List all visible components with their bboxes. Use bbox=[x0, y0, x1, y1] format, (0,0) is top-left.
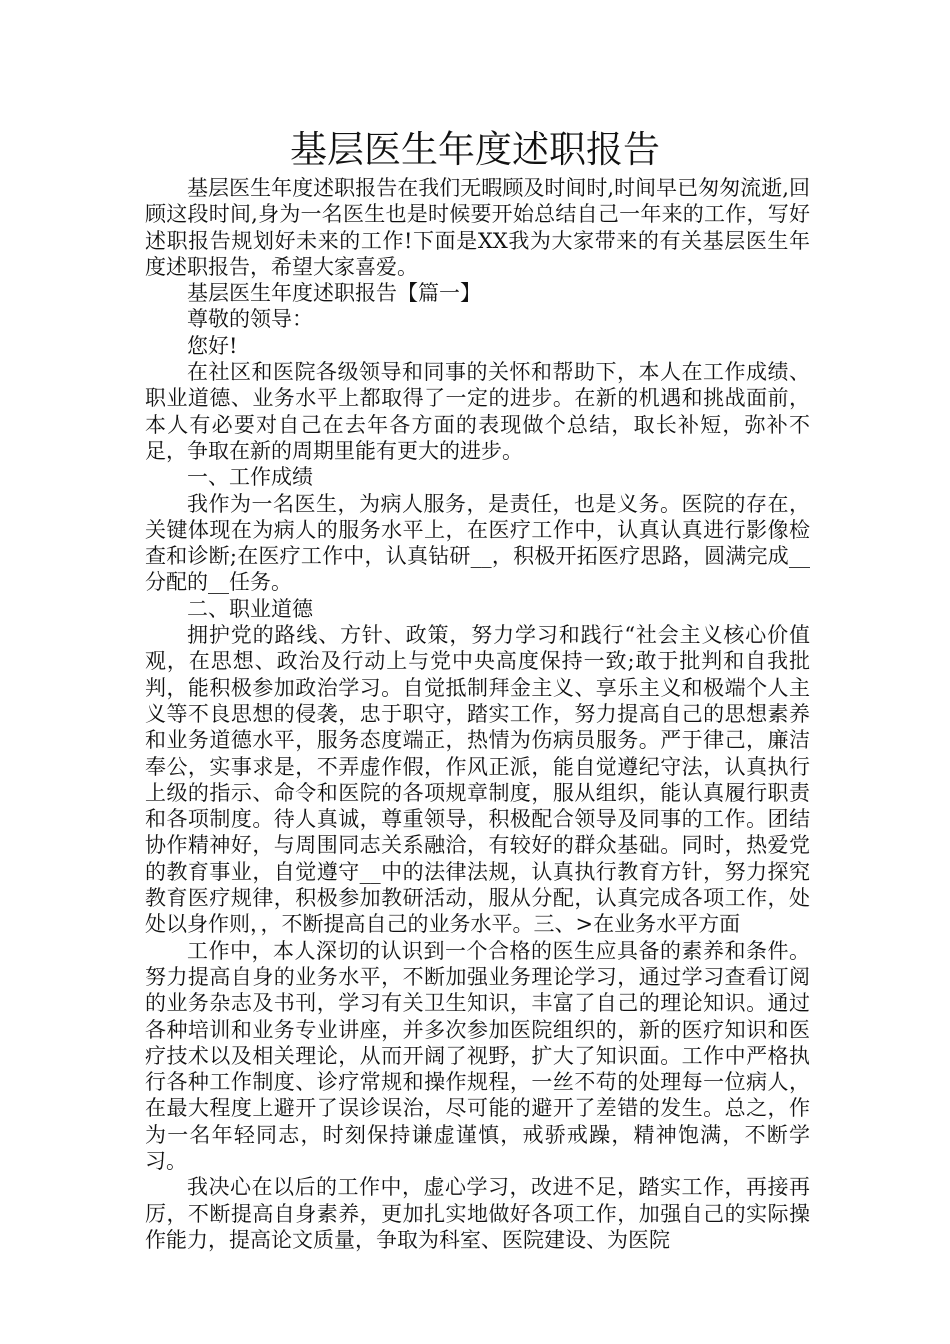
paragraph-professional-ethics: 拥护党的路线、方针、政策，努力学习和践行“社会主义核心价值观，在思想、政治及行动上与党中央高度保持一致;敢于批判和自我批判，能积极参加政治学习。自觉抵制拜金主义、享乐主义和极端个人主义等不良思想的侵袭，忠于职守，踏实工作，努力提高自己的思想素养和业务道德水平，服务态度端正，热情为伤病员服务。严于律己，廉洁奉公，实事求是，不弄虚作假，作风正派，能自觉遵纪守法，认真执行上级的指示、命令和医院的各项规章制度，服从组织，能认真履行职责和各项制度。待人真诚，尊重领导，积极配合领导及同事的工作。团结协作精神好，与周围同志关系融洽，有较好的群众基础。同时，热爱党的教育事业，自觉遵守__中的法律法规，认真执行教育方针，努力探究教育医疗规律，积极参加教研活动，服从分配，认真完成各项工作，处处以身作则，，不断提高自己的业务水平。三、>在业务水平方面 bbox=[145, 623, 810, 937]
greeting: 您好! bbox=[187, 333, 238, 358]
section-heading-work-results: 一、工作成绩 bbox=[187, 465, 313, 490]
paragraph-professional-level: 工作中，本人深切的认识到一个合格的医生应具备的素养和条件。努力提高自身的业务水平，不断加强业务理论学习，通过学习查看订阅的业务杂志及书刊，学习有关卫生知识，丰富了自己的理论知识。通过各种培训和业务专业讲座，并多次参加医院组织的，新的医疗知识和医疗技术以及相关理论，从而开阔了视野，扩大了知识面。工作中严格执行各种工作制度、诊疗常规和操作规程，一丝不苟的处理每一位病人，在最大程度上避开了误诊误治，尽可能的避开了差错的发生。总之，作为一名年轻同志，时刻保持谦虚谨慎，戒骄戒躁，精神饱满，不断学习。 bbox=[145, 938, 810, 1173]
paragraph-resolution: 我决心在以后的工作中，虚心学习，改进不足，踏实工作，再接再厉，不断提高自身素养，更加扎实地做好各项工作，加强自己的实际操作能力，提高论文质量，争取为科室、医院建设、为医院 bbox=[145, 1175, 810, 1252]
salutation: 尊敬的领导： bbox=[187, 307, 313, 332]
document-title: 基层医生年度述职报告 bbox=[290, 128, 660, 171]
section-heading-part-one: 基层医生年度述职报告【篇一】 bbox=[187, 281, 481, 306]
document-body bbox=[145, 175, 810, 1253]
paragraph-work-results: 我作为一名医生，为病人服务，是责任，也是义务。医院的存在，关键体现在为病人的服务水平上，在医疗工作中，认真认真进行影像检查和诊断;在医疗工作中，认真钻研__，积极开拓医疗思路，圆满完成__分配的__任务。 bbox=[145, 491, 810, 595]
paragraph-overview: 在社区和医院各级领导和同事的关怀和帮助下，本人在工作成绩、职业道德、业务水平上都取得了一定的进步。在新的机遇和挑战面前，本人有必要对自己在去年各方面的表现做个总结，取长补短，弥补不足，争取在新的周期里能有更大的进步。 bbox=[145, 360, 810, 463]
section-heading-professional-ethics: 二、职业道德 bbox=[187, 596, 313, 621]
paragraph-intro: 基层医生年度述职报告在我们无暇顾及时间时,时间早已匆匆流逝,回顾这段时间,身为一名医生也是时候要开始总结自己一年来的工作，写好述职报告规划好未来的工作!下面是XX我为大家带来的有关基层医生年度述职报告，希望大家喜爱。 bbox=[145, 176, 810, 279]
